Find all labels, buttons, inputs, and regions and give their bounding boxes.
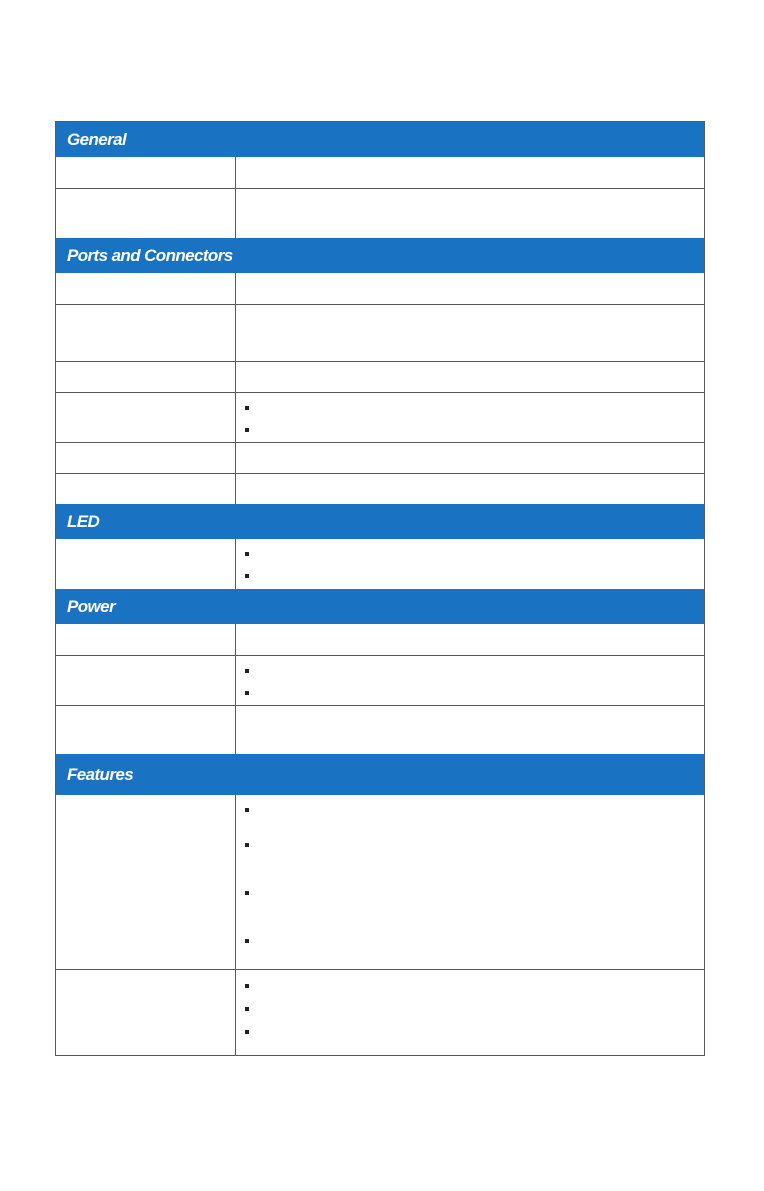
bullet-item [245, 682, 704, 704]
spec-row [56, 539, 704, 589]
spec-value-cell [236, 157, 704, 188]
spec-label-cell [56, 273, 236, 304]
spec-label-cell [56, 305, 236, 361]
spec-value-cell [236, 362, 704, 392]
spec-label-cell [56, 393, 236, 442]
section-title: Power [67, 596, 116, 616]
spec-row [56, 442, 704, 473]
spec-label-cell [56, 474, 236, 504]
spec-value-cell [236, 624, 704, 655]
spec-value-cell [236, 539, 704, 589]
spec-label-cell [56, 795, 236, 969]
section-header-general [56, 122, 704, 157]
bullet-item [245, 397, 704, 419]
spec-value-cell [236, 706, 704, 754]
bullet-item [245, 660, 704, 682]
bullet-item [245, 799, 704, 821]
section-header-led [56, 504, 704, 539]
spec-value-cell [236, 393, 704, 442]
section-title: LED [67, 511, 100, 531]
spec-label-cell [56, 624, 236, 655]
spec-row [56, 392, 704, 442]
bullet-item [245, 565, 704, 587]
section-header-features [56, 754, 704, 795]
spec-value-cell [236, 970, 704, 1055]
bullet-item [245, 419, 704, 441]
spec-label-cell [56, 970, 236, 1055]
spec-value-cell [236, 656, 704, 705]
spec-value-cell [236, 795, 704, 969]
spec-row [56, 361, 704, 392]
bullet-item [245, 869, 704, 917]
section-title: Features [67, 764, 134, 784]
spec-label-cell [56, 706, 236, 754]
spec-label-cell [56, 362, 236, 392]
spec-value-cell [236, 189, 704, 238]
bullet-item [245, 997, 704, 1020]
bullet-item [245, 974, 704, 997]
section-header-power [56, 589, 704, 624]
spec-label-cell [56, 539, 236, 589]
spec-row [56, 705, 704, 754]
section-header-ports-and-connectors [56, 238, 704, 273]
spec-row [56, 188, 704, 238]
section-title: General [67, 129, 127, 149]
spec-value-cell [236, 474, 704, 504]
spec-row [56, 473, 704, 504]
spec-value-cell [236, 443, 704, 473]
bullet-item [245, 917, 704, 965]
spec-label-cell [56, 656, 236, 705]
section-title: Ports and Connectors [67, 245, 233, 265]
spec-row [56, 795, 704, 969]
bullet-item [245, 1020, 704, 1043]
spec-row [56, 655, 704, 705]
spec-label-cell [56, 157, 236, 188]
spec-row [56, 969, 704, 1055]
spec-row [56, 157, 704, 188]
spec-row [56, 273, 704, 304]
spec-value-cell [236, 273, 704, 304]
spec-table [55, 121, 705, 1056]
spec-value-cell [236, 305, 704, 361]
spec-row [56, 624, 704, 655]
bullet-item [245, 821, 704, 869]
spec-row [56, 304, 704, 361]
spec-label-cell [56, 443, 236, 473]
bullet-item [245, 543, 704, 565]
spec-label-cell [56, 189, 236, 238]
